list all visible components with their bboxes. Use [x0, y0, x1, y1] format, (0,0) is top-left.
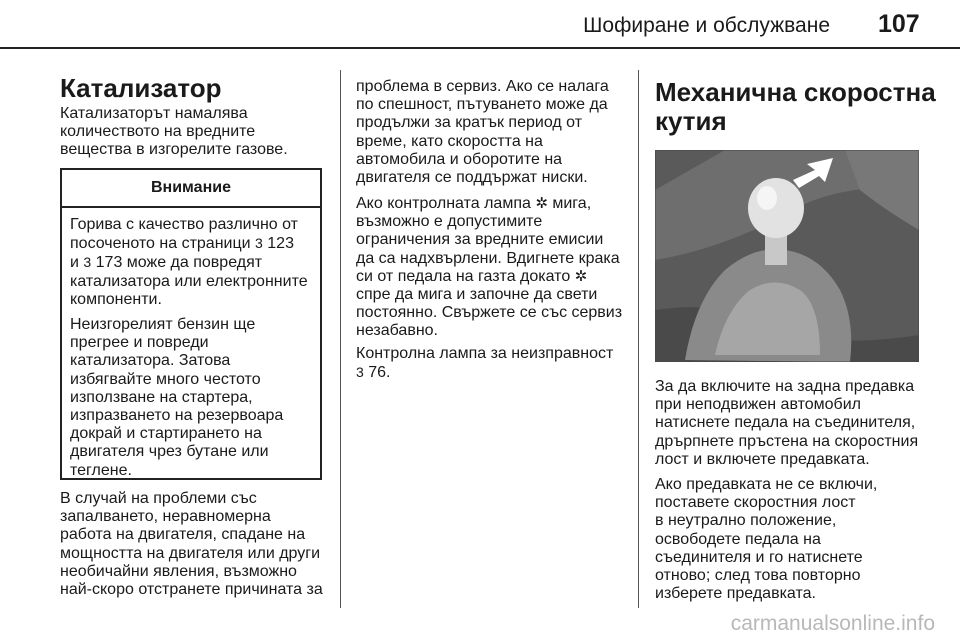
page-link-173[interactable]: 173	[95, 254, 123, 272]
warning-box	[60, 168, 322, 480]
malfunction-lamp-icon: ✲	[574, 267, 588, 285]
warning-title: Внимание	[62, 170, 320, 208]
catalyst-intro: Катализаторът намалява количеството на вредните вещества в изгорелите газове.	[60, 105, 288, 159]
page-link-123[interactable]: 123	[267, 235, 294, 253]
page-number: 107	[878, 10, 920, 38]
reverse-gear-instructions: За да включите на задна предавка при неподвижен автомобил натиснете педала на съединителя, дрърпнете пръстена на скоростния лост и включете предавката.	[655, 378, 919, 468]
column-divider-left	[340, 70, 341, 608]
gear-lever-drawing	[655, 150, 919, 362]
catalyst-problems-paragraph: В случай на проблеми със запалването, неравномерна работа на двигателя, спадане на мощността на двигателя или други необичайни явления, възможно най-скоро отстранете причината за	[60, 490, 323, 599]
page-ref-arrow-icon: 3	[356, 364, 364, 381]
malfunction-lamp-reference: Контролна лампа за неизправност 3 76.	[356, 345, 614, 382]
page-link-76[interactable]: 76.	[368, 364, 391, 382]
watermark: carmanualsonline.info	[730, 612, 935, 635]
gear-lever-illustration	[655, 150, 919, 362]
reverse-gear-troubleshooting: Ако предавката не се включи, поставете скоростния лост в неутрално положение, освободете педала на съединителя и го натиснете отново; след това повторно изберете предавката.	[655, 476, 878, 603]
warning-lamp-paragraph: Ако контролната лампа ✲ мига, възможно е допустимите ограничения за вредните емисии да са надхвърлени. Вдигнете крака си от педала на газта докато ✲ спре да мига и започне да свети постоянно. Свържете се със сервиз незабавно.	[356, 195, 623, 340]
warning-paragraph-fuel: Горива с качество различно от посоченото на страници 3 123 и 3 173 може да повредят катализатора или електронните компоненти.	[70, 216, 308, 308]
warning-paragraph-unburned-fuel: Неизгорелият бензин ще прегрее и повреди катализатора. Затова избягвайте много честото използване на стартера, изпразването на резервоара докрай и стартирането на двигателя чрез бутане или теглене.	[70, 316, 284, 479]
page-ref-arrow-icon: 3	[83, 254, 92, 271]
column-divider-right	[638, 70, 639, 608]
catalyst-continued-paragraph: проблема в сервиз. Ако се налага по спешност, пътуването може да продължи за кратък период от време, като скоростта на автомобила и оборотите на двигателя се поддържат ниски.	[356, 78, 609, 187]
section-heading-catalyst: Катализатор	[60, 73, 222, 103]
page-header-title: Шофиране и обслужване	[583, 14, 830, 37]
page-ref-arrow-icon: 3	[255, 235, 263, 252]
section-heading-manual-transmission: Механична скоростна кутия	[655, 77, 936, 136]
header-rule	[0, 47, 960, 49]
malfunction-lamp-icon: ✲	[535, 195, 548, 212]
